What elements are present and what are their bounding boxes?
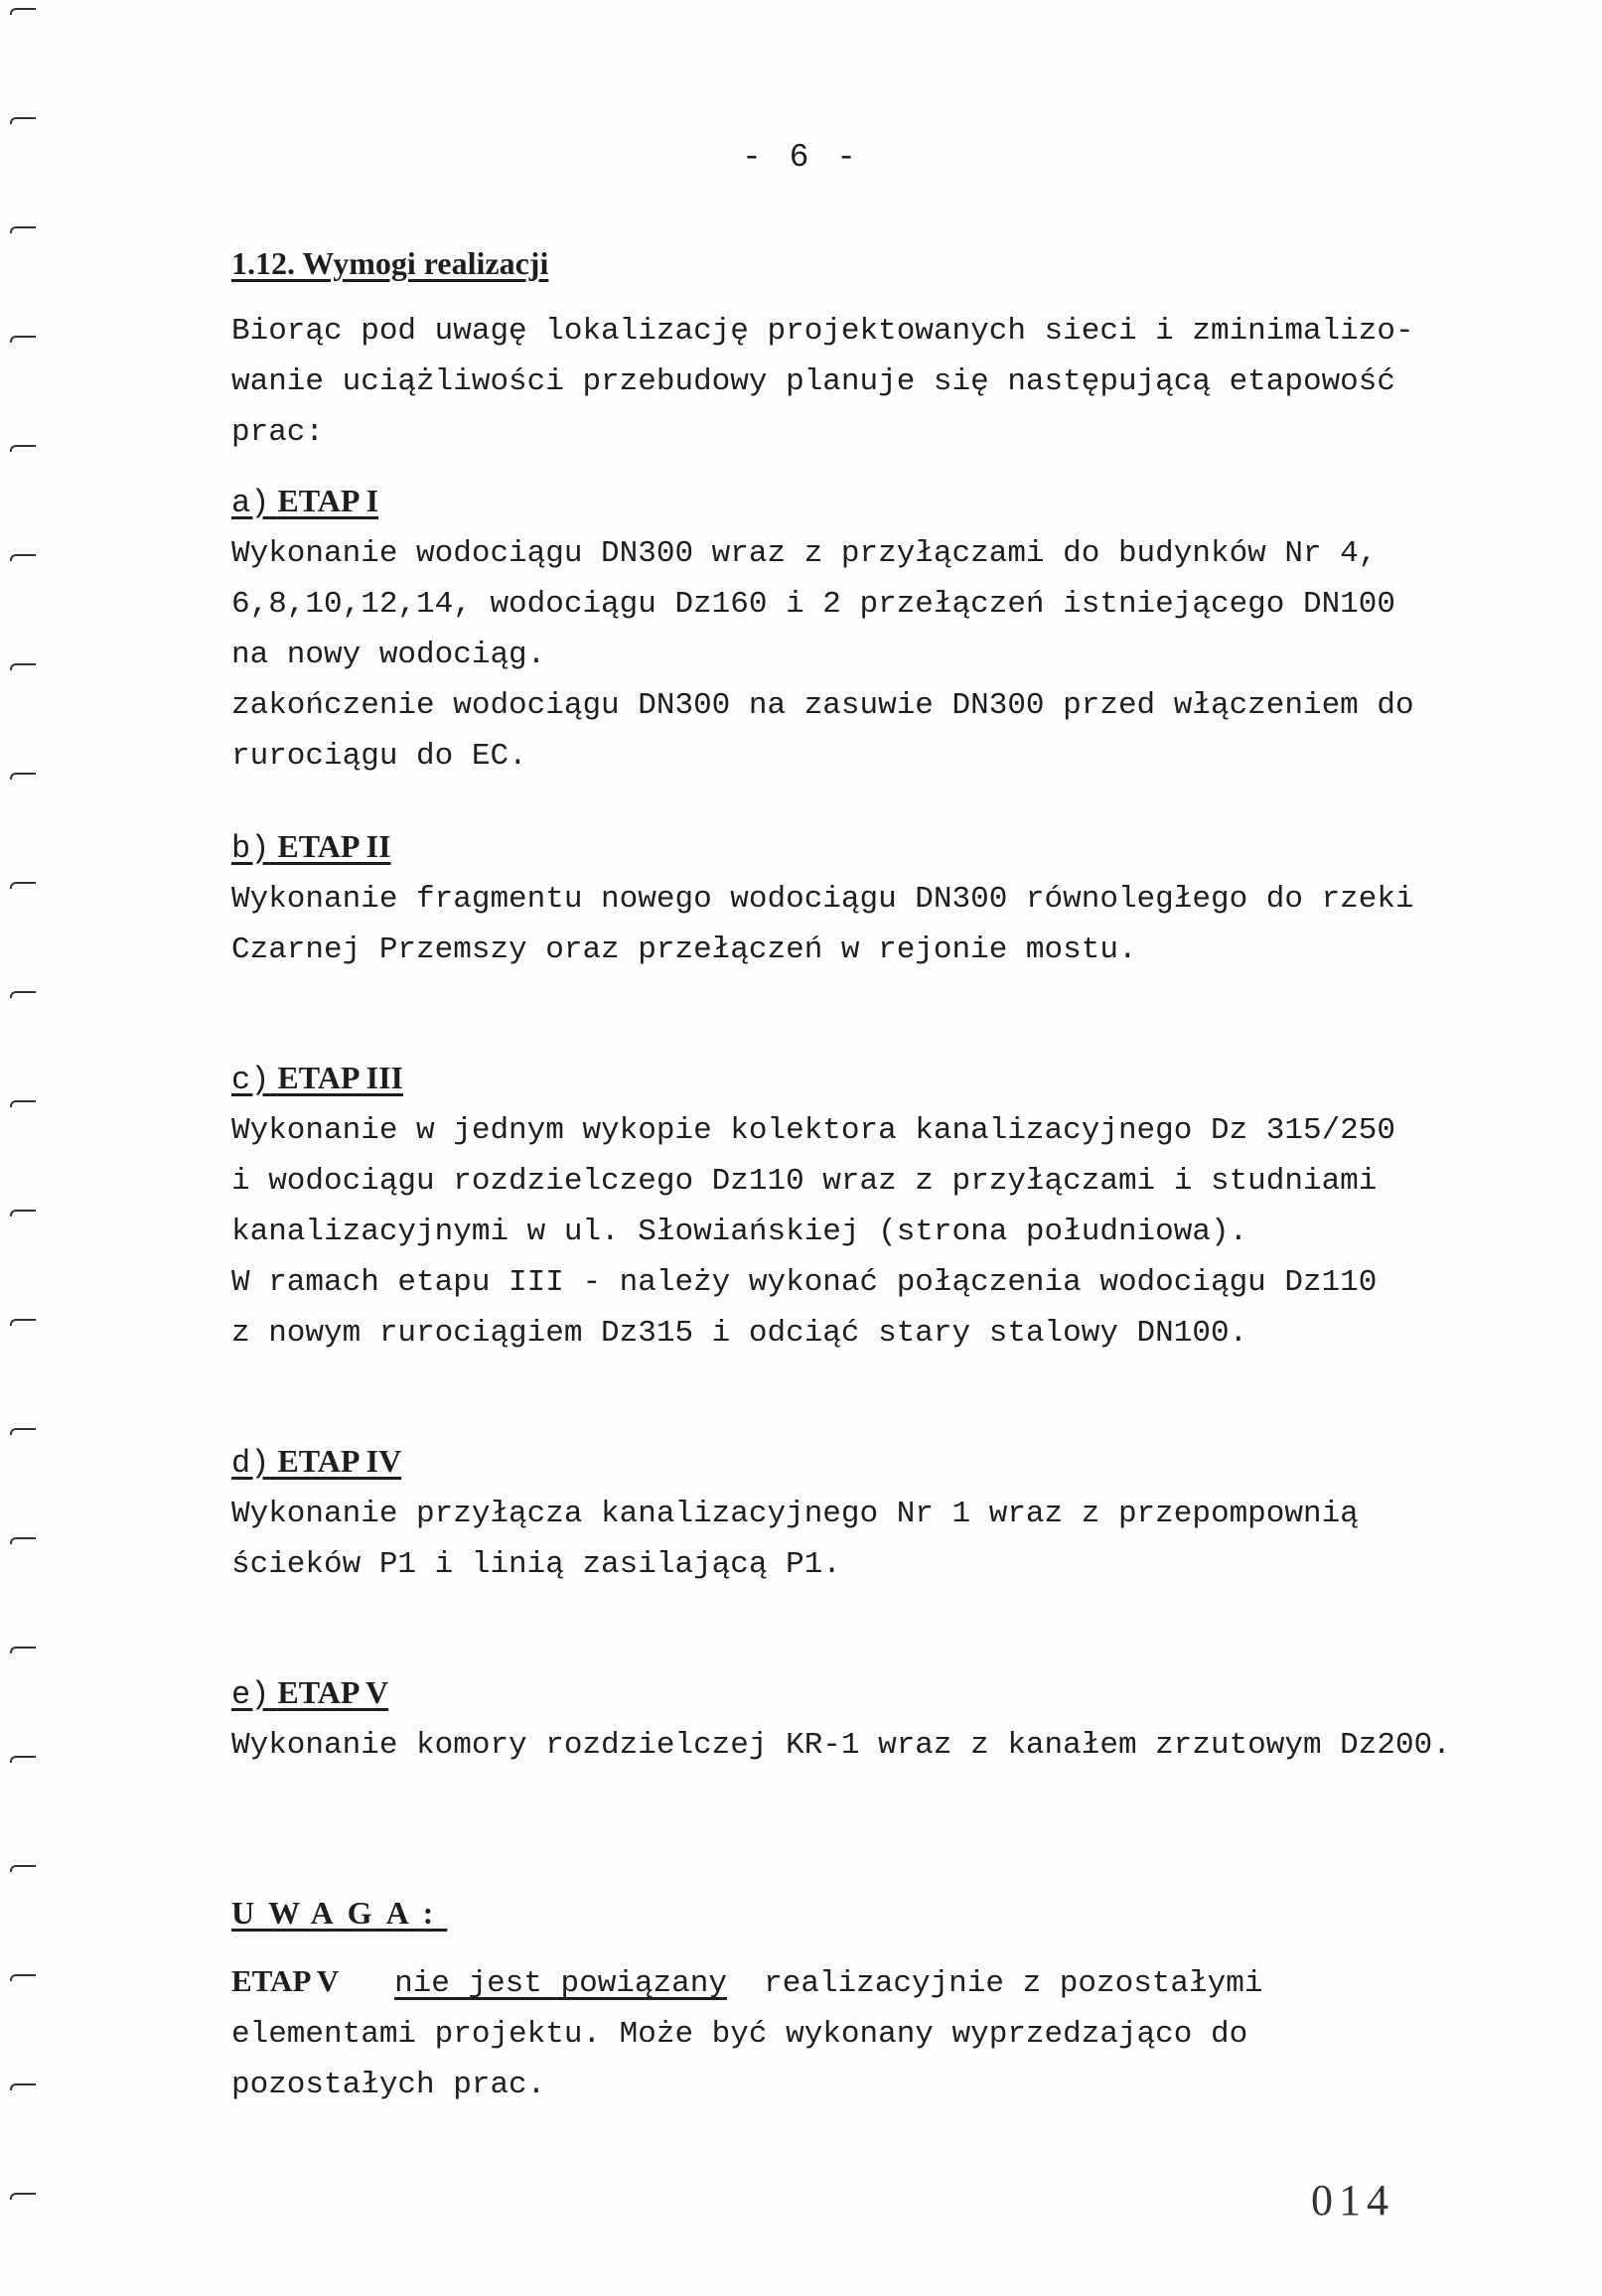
stage-label: b)	[231, 830, 270, 867]
margin-mark	[10, 1319, 36, 1326]
margin-mark	[10, 2193, 36, 2200]
document-body	[231, 238, 1552, 2110]
stage-heading	[231, 476, 1552, 528]
margin-mark	[10, 1647, 36, 1653]
stage-line: W ramach etapu III - należy wykonać połączenia wodociągu Dz110	[231, 1265, 1378, 1300]
margin-mark	[10, 1756, 36, 1763]
margin-mark	[10, 117, 36, 124]
note-heading: UWAGA:	[231, 1895, 448, 1931]
intro-line: wanie uciążliwości przebudowy planuje się następującą etapowość	[231, 364, 1395, 399]
margin-mark	[10, 1537, 36, 1544]
note-line	[231, 1955, 1552, 2009]
margin-mark	[10, 445, 36, 452]
note-rest: realizacyjnie z pozostałymi	[764, 1966, 1263, 2001]
spacer	[231, 782, 1552, 821]
margin-mark	[10, 2083, 36, 2090]
margin-mark	[10, 1865, 36, 1872]
stage-heading	[231, 1667, 1552, 1720]
spacer	[231, 1590, 1552, 1667]
margin-mark	[10, 554, 36, 561]
margin-mark	[10, 773, 36, 780]
spacer	[231, 1937, 1552, 1955]
margin-mark	[10, 991, 36, 998]
stage-title: ETAP II	[277, 828, 391, 864]
page-number: - 6 -	[741, 139, 861, 176]
stage-line: na nowy wodociąg.	[231, 638, 546, 672]
stage-line: Wykonanie w jednym wykopie kolektora kanalizacyjnego Dz 315/250	[231, 1113, 1395, 1148]
intro-line: prac:	[231, 415, 325, 450]
stage-line: Wykonanie przyłącza kanalizacyjnego Nr 1 wraz z przepompownią	[231, 1497, 1359, 1531]
stage-line: ścieków P1 i linią zasilającą P1.	[231, 1547, 841, 1582]
stage-line: 6,8,10,12,14, wodociągu Dz160 i 2 przełączeń istniejącego DN100	[231, 587, 1395, 622]
margin-mark	[10, 1210, 36, 1217]
stage-line: Wykonanie wodociągu DN300 wraz z przyłączami do budynków Nr 4,	[231, 536, 1378, 571]
stage-line: Wykonanie komory rozdzielczej KR-1 wraz z kanałem zrzutowym Dz200.	[231, 1728, 1451, 1763]
stage-line: Wykonanie fragmentu nowego wodociągu DN300 równoległego do rzeki	[231, 882, 1414, 917]
spacer	[231, 1848, 1552, 1888]
stage-title: ETAP V	[277, 1674, 389, 1710]
spacer	[231, 1359, 1552, 1436]
margin-mark	[10, 663, 36, 670]
note-emphasis: nie jest powiązany	[394, 1966, 727, 2001]
spacer	[231, 458, 1552, 476]
stage-title: ETAP III	[277, 1060, 403, 1095]
stage-line: zakończenie wodociągu DN300 na zasuwie DN300 przed włączeniem do	[231, 688, 1414, 723]
note-line: elementami projektu. Może być wykonany wyprzedzająco do	[231, 2017, 1248, 2052]
stage-heading	[231, 821, 1552, 874]
stage-line: Czarnej Przemszy oraz przełączeń w rejonie mostu.	[231, 933, 1137, 967]
stage-line: kanalizacyjnymi w ul. Słowiańskiej (strona południowa).	[231, 1215, 1248, 1249]
margin-mark	[10, 1974, 36, 1981]
margin-mark	[10, 1100, 36, 1107]
stage-label: c)	[231, 1062, 270, 1098]
stage-title: ETAP IV	[277, 1443, 402, 1479]
margin-mark	[10, 336, 36, 343]
spacer	[231, 975, 1552, 1053]
stage-line: rurociągu do EC.	[231, 739, 527, 774]
note-etap: ETAP V	[231, 1963, 340, 1998]
stage-title: ETAP I	[277, 483, 379, 518]
stage-heading	[231, 1053, 1552, 1105]
section-heading: 1.12. Wymogi realizacji	[231, 245, 549, 281]
spacer	[231, 288, 1552, 306]
stage-label: a)	[231, 485, 270, 521]
spacer	[231, 1771, 1552, 1848]
stage-line: i wodociągu rozdzielczego Dz110 wraz z przyłączami i studniami	[231, 1164, 1378, 1199]
stage-heading	[231, 1436, 1552, 1489]
archive-stamp-number: 014	[1311, 2176, 1394, 2224]
margin-mark	[10, 882, 36, 889]
stage-label: e)	[231, 1676, 270, 1713]
intro-line: Biorąc pod uwagę lokalizację projektowanych sieci i zminimalizo-	[231, 314, 1414, 349]
margin-mark	[10, 226, 36, 233]
stage-label: d)	[231, 1445, 270, 1482]
stage-line: z nowym rurociągiem Dz315 i odciąć stary stalowy DN100.	[231, 1316, 1248, 1351]
margin-mark	[10, 1428, 36, 1435]
note-line: pozostałych prac.	[231, 2068, 546, 2102]
margin-mark	[10, 8, 36, 15]
